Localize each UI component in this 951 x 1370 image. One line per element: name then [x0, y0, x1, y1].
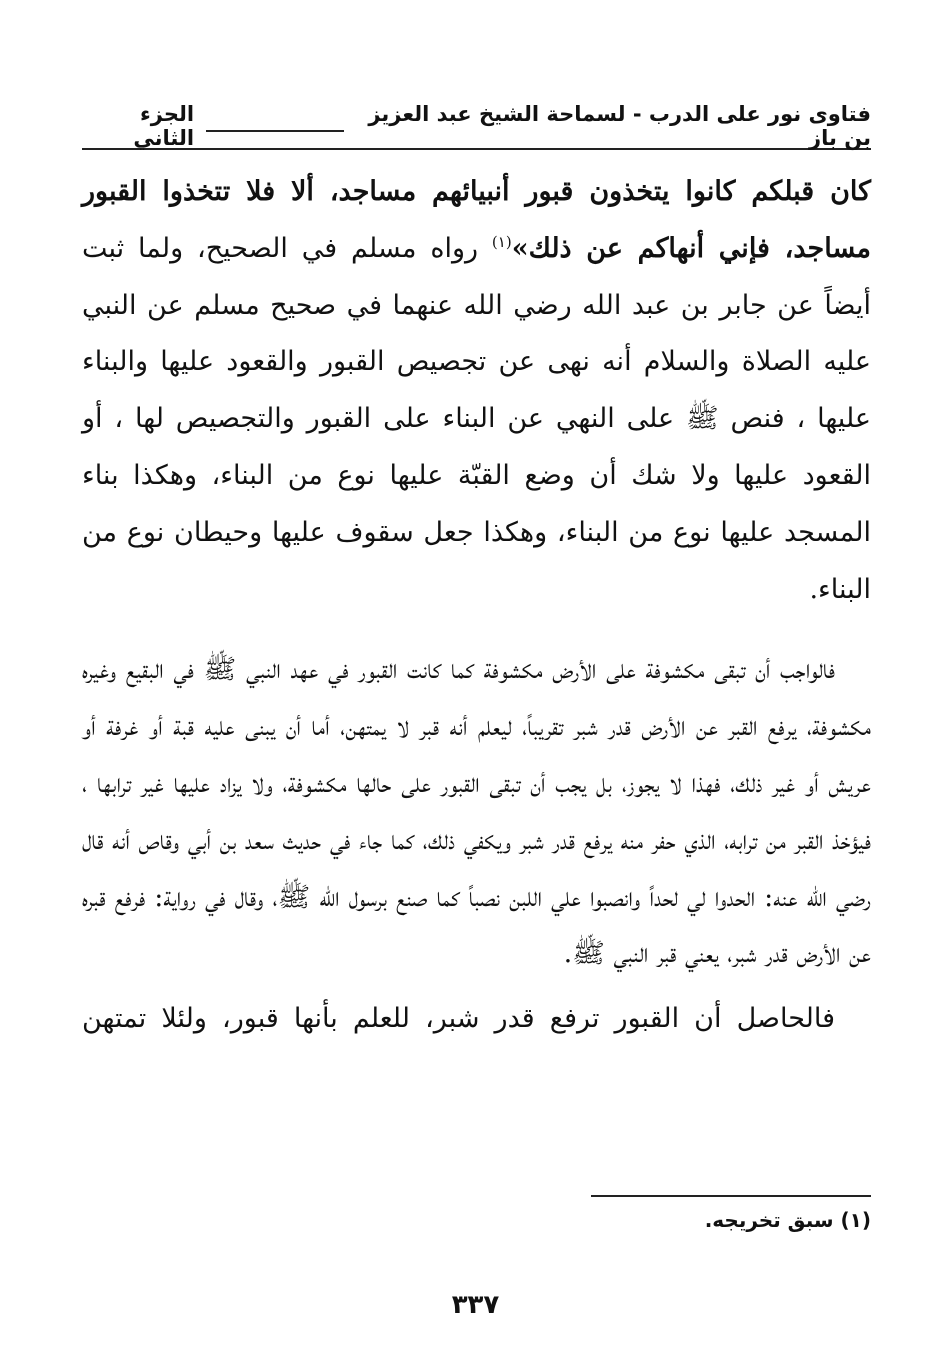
paragraph-spacer [82, 618, 871, 642]
page-number: ٣٣٧ [451, 1290, 500, 1320]
running-header [82, 104, 871, 150]
paragraph-3-text: فالحاصل أن القبور ترفع قدر شبر، للعلم بأنها قبور، ولئلا تمتهن [82, 1003, 835, 1035]
paragraph-spacer [82, 983, 871, 991]
paragraph-1-text: رواه مسلم في الصحيح، ولما ثبت أيضاً عن جابر بن عبد الله رضي الله عنهما في صحيح مسلم عن النبي عليه الصلاة والسلام أنه نهى عن تجصيص القبور والقعود عليها والبناء عليها ، فنص ﷺ على النهي عن البناء على القبور والتجصيص لها ، أو القعود عليها ولا شك أن وضع القبّة عليها نوع من البناء، وهكذا بناء المسجد عليها نوع من البناء، وهكذا جعل سقوف عليها وحيطان نوع من البناء. [82, 232, 871, 605]
paragraph-2: فالواجب أن تبقى مكشوفة على الأرض مكشوفة كما كانت القبور في عهد النبي ﷺ في البقيع وغيره مكشوفة، يرفع القبر عن الأرض قدر شبر تقريباً، ليعلم أنه قبر لا يمتهن، أما أن يبنى عليه قبة أو غرفة أو عريش أو غير ذلك، فهذا لا يجوز، بل يجب أن تبقى القبور على حالها مكشوفة، ولا يزاد عليها غير ترابها ، فيؤخذ القبر من ترابه، الذي حفر منه يرفع قدر شبر ويكفي ذلك، كما جاء في حديث سعد بن أبي وقاص أنه قال رضي الله عنه: الحدوا لي لحداً وانصبوا علي اللبن نصباً كما صنع برسول الله ﷺ، وقال في رواية: فرفع قبره عن الأرض قدر شبر، يعني قبر النبي ﷺ. [82, 654, 871, 970]
footnote-reference: (١) [491, 232, 512, 251]
footnote-divider [591, 1195, 871, 1197]
body-text [82, 164, 871, 1048]
hadith-quote: كان قبلكم كانوا يتخذون قبور أنبيائهم مساجد، ألا فلا تتخذوا القبور مساجد، فإني أنهاكم عن ذلك» [82, 176, 871, 264]
book-title-header: فتاوى نور على الدرب - لسماحة الشيخ عبد العزيز بن باز [368, 102, 871, 150]
paragraph-3 [82, 991, 871, 1048]
header-rule [206, 130, 344, 132]
header-volume-group [82, 102, 344, 150]
volume-label: الجزء الثاني [133, 102, 195, 150]
footnote: (١) سبق تخريجه. [704, 1208, 871, 1232]
paragraph-1 [82, 164, 871, 618]
